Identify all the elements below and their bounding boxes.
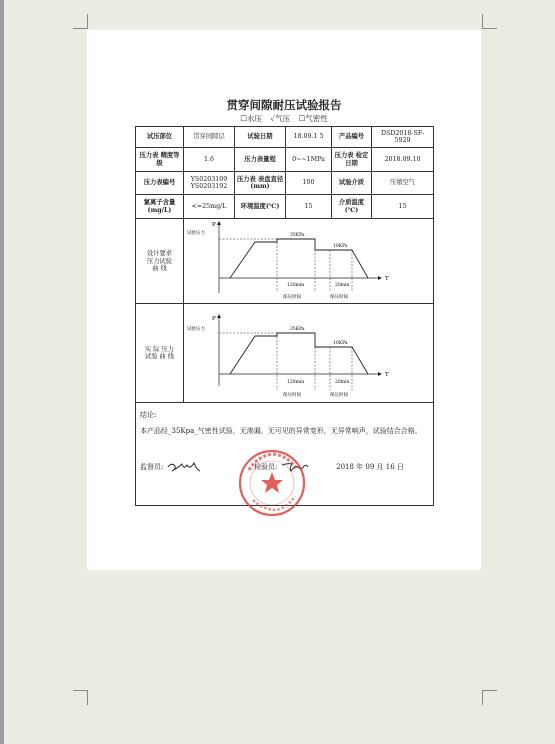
supervisor-label: 监督员: <box>140 463 164 472</box>
cell-label: 环境温度(℃) <box>235 195 286 219</box>
t-axis-label: T <box>384 372 389 379</box>
t-axis-label: T <box>384 276 389 282</box>
cell-label: 压力表 检定日期 <box>332 148 372 172</box>
actual-curve-row <box>136 304 434 403</box>
option-water-pressure: ☐水压 <box>240 114 262 123</box>
crop-mark-bottom-right <box>482 690 497 705</box>
report-date: 2018 年 09 月 16 日 <box>336 463 404 472</box>
hold-time-1-label: 保压时间 <box>282 295 301 300</box>
crop-mark-top-right <box>482 14 497 29</box>
cell-label: 压力表 表盘直径(mm) <box>235 172 286 195</box>
cell-value: YS0203109 YS0203192 <box>184 172 235 195</box>
y-axis-label: 试验压力 <box>186 327 205 333</box>
option-air-pressure: ✓气压 <box>270 114 291 123</box>
table-row <box>136 195 434 219</box>
table-row <box>136 148 434 172</box>
crop-mark-bottom-left <box>73 690 88 705</box>
low-pressure-label: 10KPa <box>332 244 348 249</box>
design-curve-label: 设计要求 压力试验 曲 线 <box>136 219 184 304</box>
cell-value: DSD2018-SF-5929 <box>372 127 434 148</box>
design-curve-row <box>136 219 434 304</box>
report-title: 贯穿间隙耐压试验报告 <box>226 98 342 112</box>
conclusion-heading: 结论: <box>140 411 157 420</box>
hold-time-1-label: 保压时间 <box>282 393 301 399</box>
actual-curve-label: 实 际 压力试验 曲 线 <box>136 304 184 403</box>
cell-value: <=25mg/L <box>184 195 235 219</box>
crop-mark-top-left <box>73 14 88 29</box>
conclusion-text: 本产品经_35Kpa_气密性试验，无渗漏，无可见的异常变形，无异常响声，试验结合合格。 <box>140 427 422 436</box>
supervisor-signature <box>166 461 202 473</box>
cell-value: 压缩空气 <box>372 172 434 195</box>
test-type-options <box>87 113 481 124</box>
cell-label: 压力表 精度等级 <box>136 148 184 172</box>
cell-label: 压力表量程 <box>235 148 286 172</box>
design-pressure-curve <box>185 219 433 301</box>
y-axis-label: 试验压力 <box>186 231 205 236</box>
p-axis-label: P <box>211 316 216 323</box>
table-row <box>136 127 434 148</box>
duration-1-label: 120min <box>286 380 304 386</box>
inspector-label: 检验员: <box>254 463 278 472</box>
cell-value: 1.6 <box>184 148 235 172</box>
cell-label: 压力表编号 <box>136 172 184 195</box>
cell-value: 0~~1MPa <box>286 148 332 172</box>
duration-2-label: 20min <box>334 380 349 386</box>
left-edge-bar <box>0 0 4 744</box>
cell-label: 试压部位 <box>136 127 184 148</box>
cell-value: 2018.09.10 <box>372 148 434 172</box>
cell-value: 15 <box>372 195 434 219</box>
cell-label: 产品编号 <box>332 127 372 148</box>
actual-pressure-curve <box>185 304 433 400</box>
duration-2-label: 20min <box>334 283 349 288</box>
cell-value: 贯穿间隙层 <box>184 127 235 148</box>
high-pressure-label: 35KPa <box>289 327 305 333</box>
design-curve-cell <box>184 219 434 304</box>
duration-1-label: 120min <box>286 283 304 288</box>
cell-label: 试验介质 <box>332 172 372 195</box>
high-pressure-label: 35KPa <box>289 233 305 238</box>
cell-label: 氯离子含量 (mg/L) <box>136 195 184 219</box>
low-pressure-label: 10KPa <box>332 341 348 347</box>
cell-value: 15 <box>286 195 332 219</box>
table-row <box>136 172 434 195</box>
cell-label: 介质温度 (℃) <box>332 195 372 219</box>
option-air-tightness: ☐气密性 <box>298 114 328 123</box>
hold-time-2-label: 保压时间 <box>329 393 348 399</box>
actual-curve-cell <box>184 304 434 403</box>
cell-label: 试验日期 <box>235 127 286 148</box>
p-axis-label: P <box>211 222 216 228</box>
hold-time-2-label: 保压时间 <box>329 295 348 300</box>
cell-value: 100 <box>286 172 332 195</box>
cell-value: 18.09.1 5 <box>286 127 332 148</box>
document-page <box>87 30 481 570</box>
company-seal <box>237 448 307 518</box>
